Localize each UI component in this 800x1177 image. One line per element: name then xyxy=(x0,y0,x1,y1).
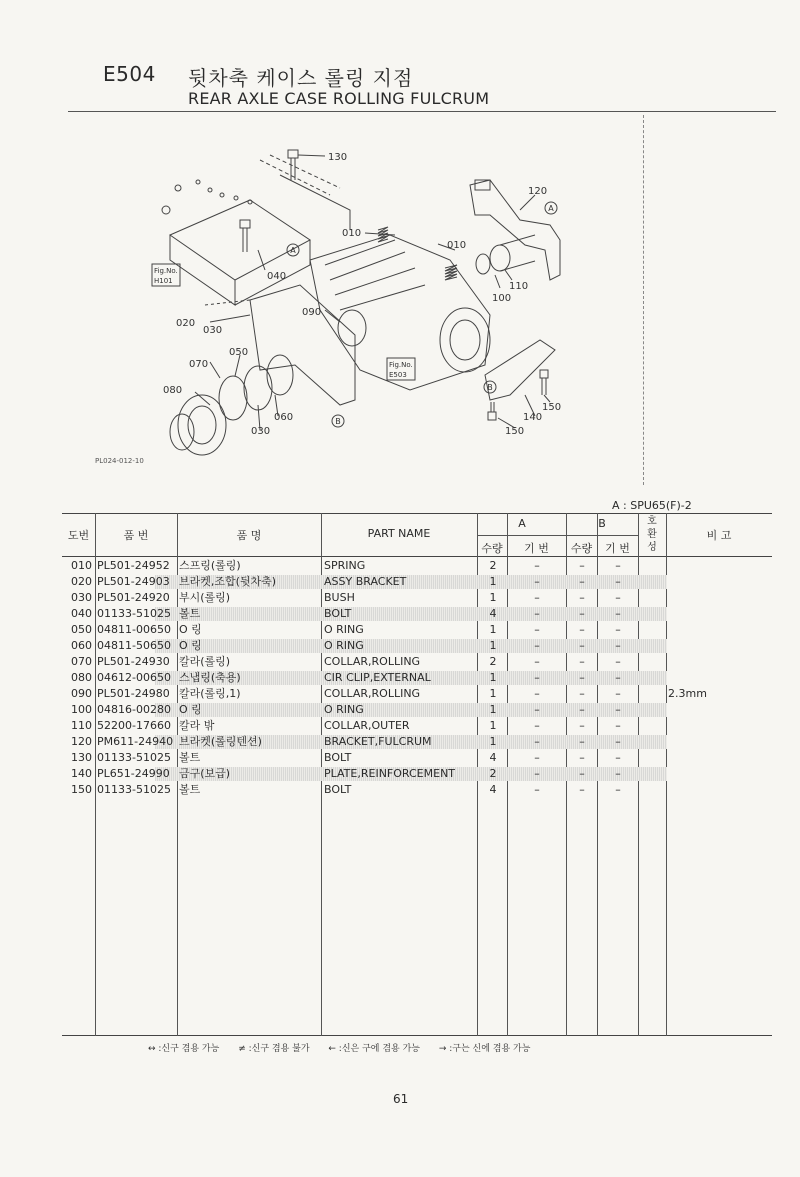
table-body xyxy=(62,558,772,798)
cell-part-name: O RING xyxy=(324,703,364,716)
cell-part-name: COLLAR,OUTER xyxy=(324,719,410,732)
cell-name-ko: 칼라 밖 xyxy=(179,719,215,732)
cell-name-ko: 부시(롤링) xyxy=(179,591,231,604)
cell-name-ko: 스프링(롤링) xyxy=(179,559,241,572)
table-row xyxy=(62,702,772,718)
cell-part-name: ASSY BRACKET xyxy=(324,575,407,588)
cell-name-ko: 볼트 xyxy=(179,607,201,620)
callout-020: 020 xyxy=(176,318,196,329)
exploded-parts-diagram xyxy=(140,140,640,470)
cell-part-no: PL501-24903 xyxy=(97,575,170,588)
cell-no: 070 xyxy=(71,655,92,668)
cell-part-name: CIR CLIP,EXTERNAL xyxy=(324,671,431,684)
cell-part-no: 01133-51025 xyxy=(97,607,171,620)
cell-machine-b: – xyxy=(615,559,621,572)
cell-qty-a: 1 xyxy=(489,735,497,748)
marker-b-1: B xyxy=(487,383,493,392)
header-no: 도번 xyxy=(67,529,90,542)
table-row xyxy=(62,670,772,686)
callout-070: 070 xyxy=(189,359,209,370)
cell-machine-b: – xyxy=(615,655,621,668)
cell-no: 110 xyxy=(71,719,92,732)
section-code: E504 xyxy=(103,62,156,86)
marker-a-2: A xyxy=(548,204,554,213)
header-group-a: A xyxy=(518,517,526,530)
cell-machine-a: – xyxy=(534,783,540,796)
cell-name-ko: O 링 xyxy=(179,623,202,636)
cell-no: 130 xyxy=(71,751,92,764)
cell-no: 010 xyxy=(71,559,92,572)
legend-item: ≠ :신구 겸용 불가 xyxy=(238,1044,310,1054)
cell-no: 050 xyxy=(71,623,92,636)
cell-qty-a: 1 xyxy=(489,671,497,684)
header-machine-b: 기 번 xyxy=(605,542,630,555)
callout-120: 120 xyxy=(528,186,548,197)
cell-machine-a: – xyxy=(534,559,540,572)
cell-machine-a: – xyxy=(534,719,540,732)
cell-part-name: BOLT xyxy=(324,607,352,620)
cell-part-no: PL501-24920 xyxy=(97,591,170,604)
cell-name-ko: 칼라(롤링,1) xyxy=(179,687,241,700)
cell-machine-b: – xyxy=(615,623,621,636)
header-qty-b: 수량 xyxy=(570,542,593,555)
cell-part-no: 01133-51025 xyxy=(97,751,171,764)
cell-qty-b: – xyxy=(579,655,585,668)
cell-no: 100 xyxy=(71,703,92,716)
fig-ref-e503-label: Fig.No. xyxy=(389,361,413,369)
cell-qty-a: 1 xyxy=(489,623,497,636)
cell-part-name: BUSH xyxy=(324,591,355,604)
callout-150-a: 150 xyxy=(542,402,562,413)
cell-machine-a: – xyxy=(534,575,540,588)
cell-name-ko: 볼트 xyxy=(179,751,201,764)
legend-item: ↔ :신구 겸용 가능 xyxy=(148,1044,220,1054)
cell-machine-b: – xyxy=(615,671,621,684)
cell-qty-b: – xyxy=(579,703,585,716)
cell-machine-a: – xyxy=(534,639,540,652)
cell-qty-a: 2 xyxy=(489,767,497,780)
cell-machine-b: – xyxy=(615,767,621,780)
cell-part-no: 52200-17660 xyxy=(97,719,171,732)
margin-dashed-line xyxy=(643,115,644,485)
fig-ref-e503-number: E503 xyxy=(389,371,407,379)
page-number: 61 xyxy=(393,1092,409,1106)
callout-100: 100 xyxy=(492,293,512,304)
table-row xyxy=(62,638,772,654)
cell-part-no: PM611-24940 xyxy=(97,735,174,748)
header-part-name: PART NAME xyxy=(367,527,431,540)
cell-part-name: BOLT xyxy=(324,751,352,764)
cell-machine-b: – xyxy=(615,639,621,652)
cell-machine-a: – xyxy=(534,687,540,700)
cell-part-name: PLATE,REINFORCEMENT xyxy=(324,767,456,780)
cell-machine-a: – xyxy=(534,655,540,668)
figure-code: PL024-012-10 xyxy=(95,457,144,465)
table-row xyxy=(62,558,772,574)
cell-machine-b: – xyxy=(615,751,621,764)
cell-name-ko: O 링 xyxy=(179,703,202,716)
cell-machine-a: – xyxy=(534,751,540,764)
legend-item: ← :신은 구에 겸용 가능 xyxy=(328,1044,420,1054)
callout-130: 130 xyxy=(328,152,348,163)
callout-010-a: 010 xyxy=(342,228,362,239)
cell-machine-a: – xyxy=(534,735,540,748)
table-row xyxy=(62,718,772,734)
cell-part-name: COLLAR,ROLLING xyxy=(324,655,421,668)
cell-part-no: 04816-00280 xyxy=(97,703,171,716)
parts-table xyxy=(62,513,772,1036)
cell-name-ko: 브라켓(롤링텐션) xyxy=(179,735,262,748)
cell-qty-b: – xyxy=(579,623,585,636)
cell-qty-b: – xyxy=(579,719,585,732)
cell-remark: 2.3mm xyxy=(668,687,707,700)
cell-qty-a: 1 xyxy=(489,687,497,700)
cell-qty-a: 2 xyxy=(489,655,497,668)
cell-qty-b: – xyxy=(579,575,585,588)
cell-machine-a: – xyxy=(534,767,540,780)
cell-machine-a: – xyxy=(534,703,540,716)
cell-qty-b: – xyxy=(579,783,585,796)
table-row xyxy=(62,574,772,590)
title-korean: 뒷차축 케이스 롤링 지점 xyxy=(188,66,414,90)
table-row xyxy=(62,606,772,622)
callout-050: 050 xyxy=(229,347,249,358)
cell-no: 120 xyxy=(71,735,92,748)
callout-140: 140 xyxy=(523,412,543,423)
cell-qty-a: 2 xyxy=(489,559,497,572)
cell-machine-a: – xyxy=(534,607,540,620)
cell-machine-a: – xyxy=(534,623,540,636)
header-remarks: 비 고 xyxy=(706,529,732,542)
cell-no: 020 xyxy=(71,575,92,588)
fig-ref-h101-number: H101 xyxy=(154,277,173,285)
cell-part-name: BOLT xyxy=(324,783,352,796)
header-subrule xyxy=(477,535,638,536)
title-english: REAR AXLE CASE ROLLING FULCRUM xyxy=(188,89,490,108)
cell-machine-a: – xyxy=(534,671,540,684)
cell-name-ko: 스냅링(축용) xyxy=(179,671,241,684)
cell-part-no: PL501-24930 xyxy=(97,655,170,668)
cell-machine-b: – xyxy=(615,607,621,620)
cell-part-name: SPRING xyxy=(324,559,366,572)
cell-qty-a: 1 xyxy=(489,575,497,588)
callout-040: 040 xyxy=(267,271,287,282)
cell-name-ko: 브라켓,조합(뒷차축) xyxy=(179,575,277,588)
legend-item: → :구는 신에 겸용 가능 xyxy=(438,1044,531,1054)
fig-ref-h101-label: Fig.No. xyxy=(154,267,178,275)
cell-machine-b: – xyxy=(615,783,621,796)
cell-part-no: 04811-00650 xyxy=(97,623,171,636)
cell-part-no: PL501-24952 xyxy=(97,559,170,572)
header-group-b: B xyxy=(598,517,606,530)
cell-qty-b: – xyxy=(579,735,585,748)
cell-qty-b: – xyxy=(579,751,585,764)
header-machine-a: 기 번 xyxy=(524,542,549,555)
cell-qty-b: – xyxy=(579,767,585,780)
cell-name-ko: 금구(보급) xyxy=(179,767,231,780)
cell-part-name: O RING xyxy=(324,639,364,652)
callout-110: 110 xyxy=(509,281,529,292)
header-rule xyxy=(68,111,776,112)
cell-no: 060 xyxy=(71,639,92,652)
marker-a-1: A xyxy=(290,246,296,255)
cell-name-ko: 볼트 xyxy=(179,783,201,796)
cell-part-no: PL501-24980 xyxy=(97,687,170,700)
table-row xyxy=(62,686,772,702)
table-row xyxy=(62,622,772,638)
cell-qty-b: – xyxy=(579,591,585,604)
callout-010-b: 010 xyxy=(447,240,467,251)
cell-qty-b: – xyxy=(579,639,585,652)
cell-part-no: PL651-24990 xyxy=(97,767,170,780)
header-name-ko: 품 명 xyxy=(236,529,262,542)
table-row xyxy=(62,734,772,750)
cell-no: 040 xyxy=(71,607,92,620)
cell-no: 140 xyxy=(71,767,92,780)
cell-no: 150 xyxy=(71,783,92,796)
table-row xyxy=(62,654,772,670)
cell-part-name: BRACKET,FULCRUM xyxy=(324,735,432,748)
cell-qty-a: 1 xyxy=(489,703,497,716)
cell-name-ko: O 링 xyxy=(179,639,202,652)
header-part-no: 품 번 xyxy=(123,529,149,542)
cell-machine-b: – xyxy=(615,735,621,748)
cell-part-no: 04612-00650 xyxy=(97,671,171,684)
callout-030-b: 030 xyxy=(251,426,271,437)
cell-qty-a: 4 xyxy=(489,783,497,796)
cell-machine-b: – xyxy=(615,687,621,700)
cell-machine-b: – xyxy=(615,703,621,716)
cell-machine-b: – xyxy=(615,719,621,732)
cell-qty-a: 1 xyxy=(489,591,497,604)
cell-qty-b: – xyxy=(579,607,585,620)
cell-no: 080 xyxy=(71,671,92,684)
cell-part-no: 04811-50650 xyxy=(97,639,171,652)
table-row xyxy=(62,782,772,798)
cell-machine-b: – xyxy=(615,591,621,604)
cell-part-name: COLLAR,ROLLING xyxy=(324,687,421,700)
callout-060: 060 xyxy=(274,412,294,423)
table-row xyxy=(62,766,772,782)
cell-part-no: 01133-51025 xyxy=(97,783,171,796)
cell-no: 090 xyxy=(71,687,92,700)
header-interchange: 호환성 xyxy=(647,516,657,553)
header-qty-a: 수량 xyxy=(481,542,503,555)
cell-name-ko: 칼라(롤링) xyxy=(179,655,231,668)
marker-b-2: B xyxy=(335,417,341,426)
cell-qty-b: – xyxy=(579,687,585,700)
cell-qty-a: 4 xyxy=(489,607,497,620)
cell-qty-a: 4 xyxy=(489,751,497,764)
callout-080: 080 xyxy=(163,385,183,396)
cell-qty-a: 1 xyxy=(489,639,497,652)
callout-090: 090 xyxy=(302,307,322,318)
cell-machine-a: – xyxy=(534,591,540,604)
cell-qty-b: – xyxy=(579,671,585,684)
callout-150-b: 150 xyxy=(505,426,525,437)
cell-no: 030 xyxy=(71,591,92,604)
cell-machine-b: – xyxy=(615,575,621,588)
interchange-legend xyxy=(148,1041,546,1054)
cell-qty-a: 1 xyxy=(489,719,497,732)
cell-qty-b: – xyxy=(579,559,585,572)
table-row xyxy=(62,590,772,606)
cell-part-name: O RING xyxy=(324,623,364,636)
callout-030-a: 030 xyxy=(203,325,223,336)
table-row xyxy=(62,750,772,766)
model-note: A : SPU65(F)-2 xyxy=(612,499,692,512)
